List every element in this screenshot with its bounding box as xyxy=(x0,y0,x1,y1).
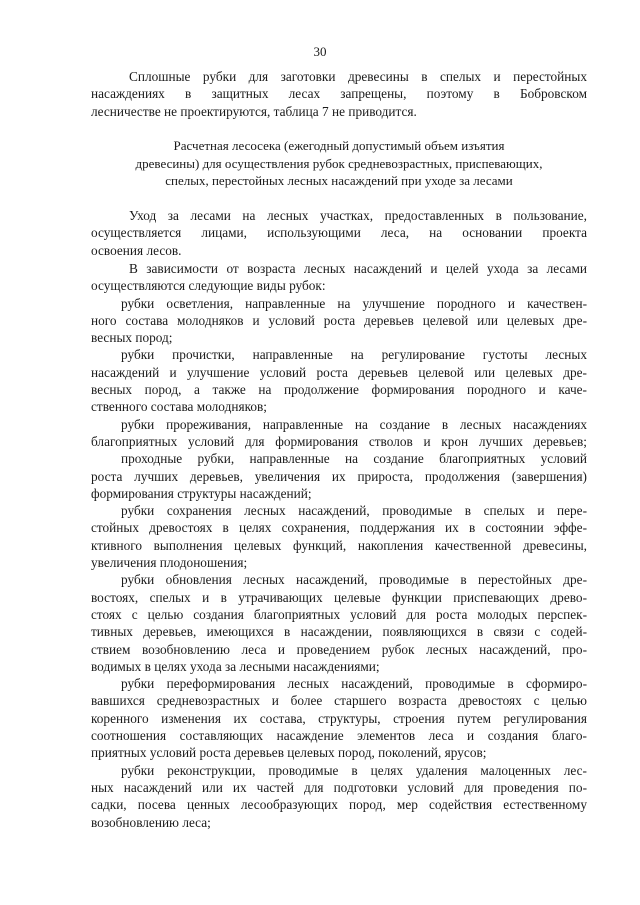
logging-types-list xyxy=(91,260,587,831)
section-title xyxy=(91,137,587,190)
text-line: ктивного выполнения целевых функций, накопления качественной древесины, xyxy=(91,537,587,553)
text-line: востоях, спелых и в утрачивающих целевые функции приспевающих древо- xyxy=(91,589,587,605)
text-line: тивных деревьев, имеющихся в насаждении, появляющихся в связи с содей- xyxy=(91,624,587,640)
text-line: ного состава молодняков и условий роста деревьев целевой или целевых дре- xyxy=(91,312,587,328)
text-line: осуществляются следующие виды рубок: xyxy=(91,278,326,294)
text-line: благоприятных условий для формирования стволов и крон лучших деревьев; xyxy=(91,433,587,449)
list-item-start: рубки осветления, направленные на улучшение породного и качествен- xyxy=(121,295,587,311)
text-line: Уход за лесами на лесных участках, предоставленных в пользование, xyxy=(129,208,587,223)
text-line: возобновлению леса; xyxy=(91,814,211,830)
text-line: Сплошные рубки для заготовки древесины в спелых и перестойных xyxy=(129,69,587,84)
text-line: весных пород, а также на продолжение формирования породного и каче- xyxy=(91,382,587,398)
text-line: формирования структуры насаждений; xyxy=(91,485,312,501)
list-item-start: проходные рубки, направленные на создание благоприятных условий xyxy=(121,451,587,467)
text-line: весных пород; xyxy=(91,330,173,346)
title-line: древесины) для осуществления рубок средневозрастных, приспевающих, xyxy=(135,155,543,171)
text-line: освоения лесов. xyxy=(91,242,182,258)
list-item-start: рубки переформирования лесных насаждений, проводимые в сформиро- xyxy=(121,676,587,692)
title-line: спелых, перестойных лесных насаждений при уходе за лесами xyxy=(165,173,513,188)
list-item-start: рубки сохранения лесных насаждений, проводимые в спелых и пере- xyxy=(121,503,587,519)
text-line: соотношения составляющих насаждение элементов леса и создания благо- xyxy=(91,728,587,744)
text-line: лесничестве не проектируются, таблица 7 не приводится. xyxy=(91,103,417,119)
title-line: Расчетная лесосека (ежегодный допустимый объем изъятия xyxy=(173,138,505,153)
text-line: роста лучших деревьев, увеличения их прироста, продолжения (завершения) xyxy=(91,468,587,484)
list-item-start: рубки обновления лесных насаждений, проводимые в перестойных дре- xyxy=(121,572,587,588)
text-line: осуществляется лицами, использующими леса, на основании проекта xyxy=(91,225,587,241)
text-line: садки, посева ценных лесообразующих пород, мер содействия естественному xyxy=(91,797,587,813)
text-line: приятных условий роста деревьев целевых пород, поколений, ярусов; xyxy=(91,745,487,761)
text-line: стойных древостоях в целях сохранения, поддержания их в состоянии эффе- xyxy=(91,520,587,536)
text-line: вавшихся средневозрастных и более старшего возраста древостоях с целью xyxy=(91,693,587,709)
text-line: В зависимости от возраста лесных насаждений и целей ухода за лесами xyxy=(129,261,587,276)
list-item-start: рубки прочистки, направленные на регулирование густоты лесных xyxy=(121,347,587,363)
text-line: увеличения плодоношения; xyxy=(91,555,248,571)
care-paragraph xyxy=(91,207,587,259)
page-number: 30 xyxy=(313,44,327,59)
list-item-start: рубки реконструкции, проводимые в целях удаления малоценных лес- xyxy=(121,762,587,778)
text-line: насаждений и улучшение условий роста деревьев целевой или целевых дре- xyxy=(91,364,587,380)
text-line: коренного изменения их состава, структуры, строения путем регулирования xyxy=(91,710,587,726)
list-item-start: рубки прореживания, направленные на создание в лесных насаждениях xyxy=(121,416,587,432)
intro-paragraph xyxy=(91,68,587,120)
text-line: стоях с целью создания благоприятных условий для роста молодых перспек- xyxy=(91,606,587,622)
text-line: ственного состава молодняков; xyxy=(91,399,267,415)
text-line: насаждениях в защитных лесах запрещены, поэтому в Бобровском xyxy=(91,86,587,102)
text-line: водимых в целях ухода за лесными насаждениями; xyxy=(91,658,380,674)
text-line: ствием возобновлению леса и проведением рубок лесных насаждений, про- xyxy=(91,641,587,657)
text-line: ных насаждений или их частей для подготовки условий для проведения по- xyxy=(91,779,587,795)
